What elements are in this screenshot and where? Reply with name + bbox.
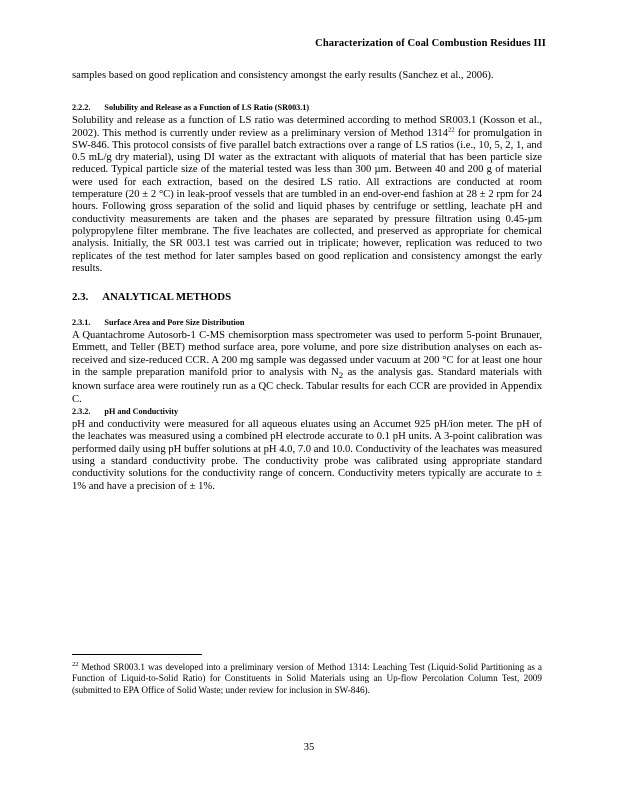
solubility-paragraph [72,115,542,275]
heading-2-3 [72,291,542,303]
running-head: Characterization of Coal Combustion Residues III [315,38,546,49]
heading-2-2-2 [72,102,542,113]
paragraph-text: Solubility and release as a function of LS ratio was determined according to method SR003.1 (Kosson et al., 2002). This method is currently under review as a preliminary version of Method 1314 [72,115,542,139]
footnote-text: Method SR003.1 was developed into a preliminary version of Method 1314: Leaching Test (Liquid-Solid Partitioning as a Function of Liquid-to-Solid Ratio) for Constituents in Solid Materials using an Up-flow Percolation Column Test, 2009 (submitted to EPA Office of Solid Waste; under review for inclusion in SW-846). [72,662,542,695]
paragraph-text: for promulgation in SW-846. This protocol consists of five parallel batch extractions over a range of LS ratios (i.e., 10, 5, 2, 1, and 0.5 mL/g dry material), using DI water as the extractant with aliquots of material that has been particle size reduced. Typical particle size of the material tested was less than 300 µm. Between 40 and 200 g of material were used for each extraction, based on the desired LS ratio. All extractions are conducted at room temperature (20 ± 2 °C) in leak-proof vessels that are tumbled in an end-over-end fashion at 28 ± 2 rpm for 24 hours. Following gross separation of the solid and liquid phases by centrifuge or settling, leachate pH and conductivity measurements are taken and the phases are separated by pressure filtration using 0.45-µm polypropylene filter membrane. The five leachates are collected, and preserved as appropriate for chemical analysis. Initially, the SR 003.1 test was carried out in triplicate; however, replication was reduced to two replicates of the test method for later samples based on good replication and consistency amongst the early results. [72,127,542,274]
heading-number: 2.3.2. [72,407,91,417]
heading-text: pH and Conductivity [104,407,179,417]
heading-text: Solubility and Release as a Function of LS Ratio (SR003.1) [104,103,310,113]
document-body [72,70,542,493]
paragraph-text: A Quantachrome Autosorb-1 C-MS chemisorption mass spectrometer was used to perform 5-point Brunauer, Emmett, and Teller (BET) method surface area, pore volume, and pore size distribution analyses on each as-received and size-reduced CCR. A 200 mg sample was degassed under vacuum at 200 °C for at least one hour in the sample preparation manifold prior to analysis with N [72,330,542,379]
heading-number: 2.2.2. [72,103,91,113]
heading-number: 2.3.1. [72,318,91,328]
ph-conductivity-paragraph: pH and conductivity were measured for all aqueous eluates using an Accumet 925 pH/ion meter. The pH of the leachates was measured using a combined pH electrode accurate to 0.1 pH units. A 3-point calibration was performed daily using pH buffer solutions at pH 4.0, 7.0 and 10.0. Conductivity of the leachates was measured using a standard conductivity probe. The conductivity probe was calibrated using appropriate standard conductivity solutions for the conductivity range of concern. Conductivity meters typically are accurate to ± 1% and have a precision of ± 1%. [72,419,542,492]
footnote-marker: 22 [72,660,79,668]
subscript: 2 [338,370,344,381]
continuation-paragraph: samples based on good replication and consistency amongst the early results (Sanchez et al., 2006). [72,70,494,81]
heading-number: 2.3. [72,291,89,304]
footnote-divider [72,654,202,655]
footnote [72,662,542,696]
page-number: 35 [303,742,315,753]
footnote-reference: 22 [447,126,455,134]
surface-area-paragraph [72,330,542,406]
heading-text: ANALYTICAL METHODS [102,291,232,304]
heading-2-3-2 [72,406,542,417]
heading-2-3-1 [72,317,542,328]
heading-text: Surface Area and Pore Size Distribution [104,318,245,328]
paragraph-text: as the analysis gas. Standard materials with known surface area were routinely run as a QC check. Tabular results for each CCR are provided in Appendix C. [72,367,542,405]
